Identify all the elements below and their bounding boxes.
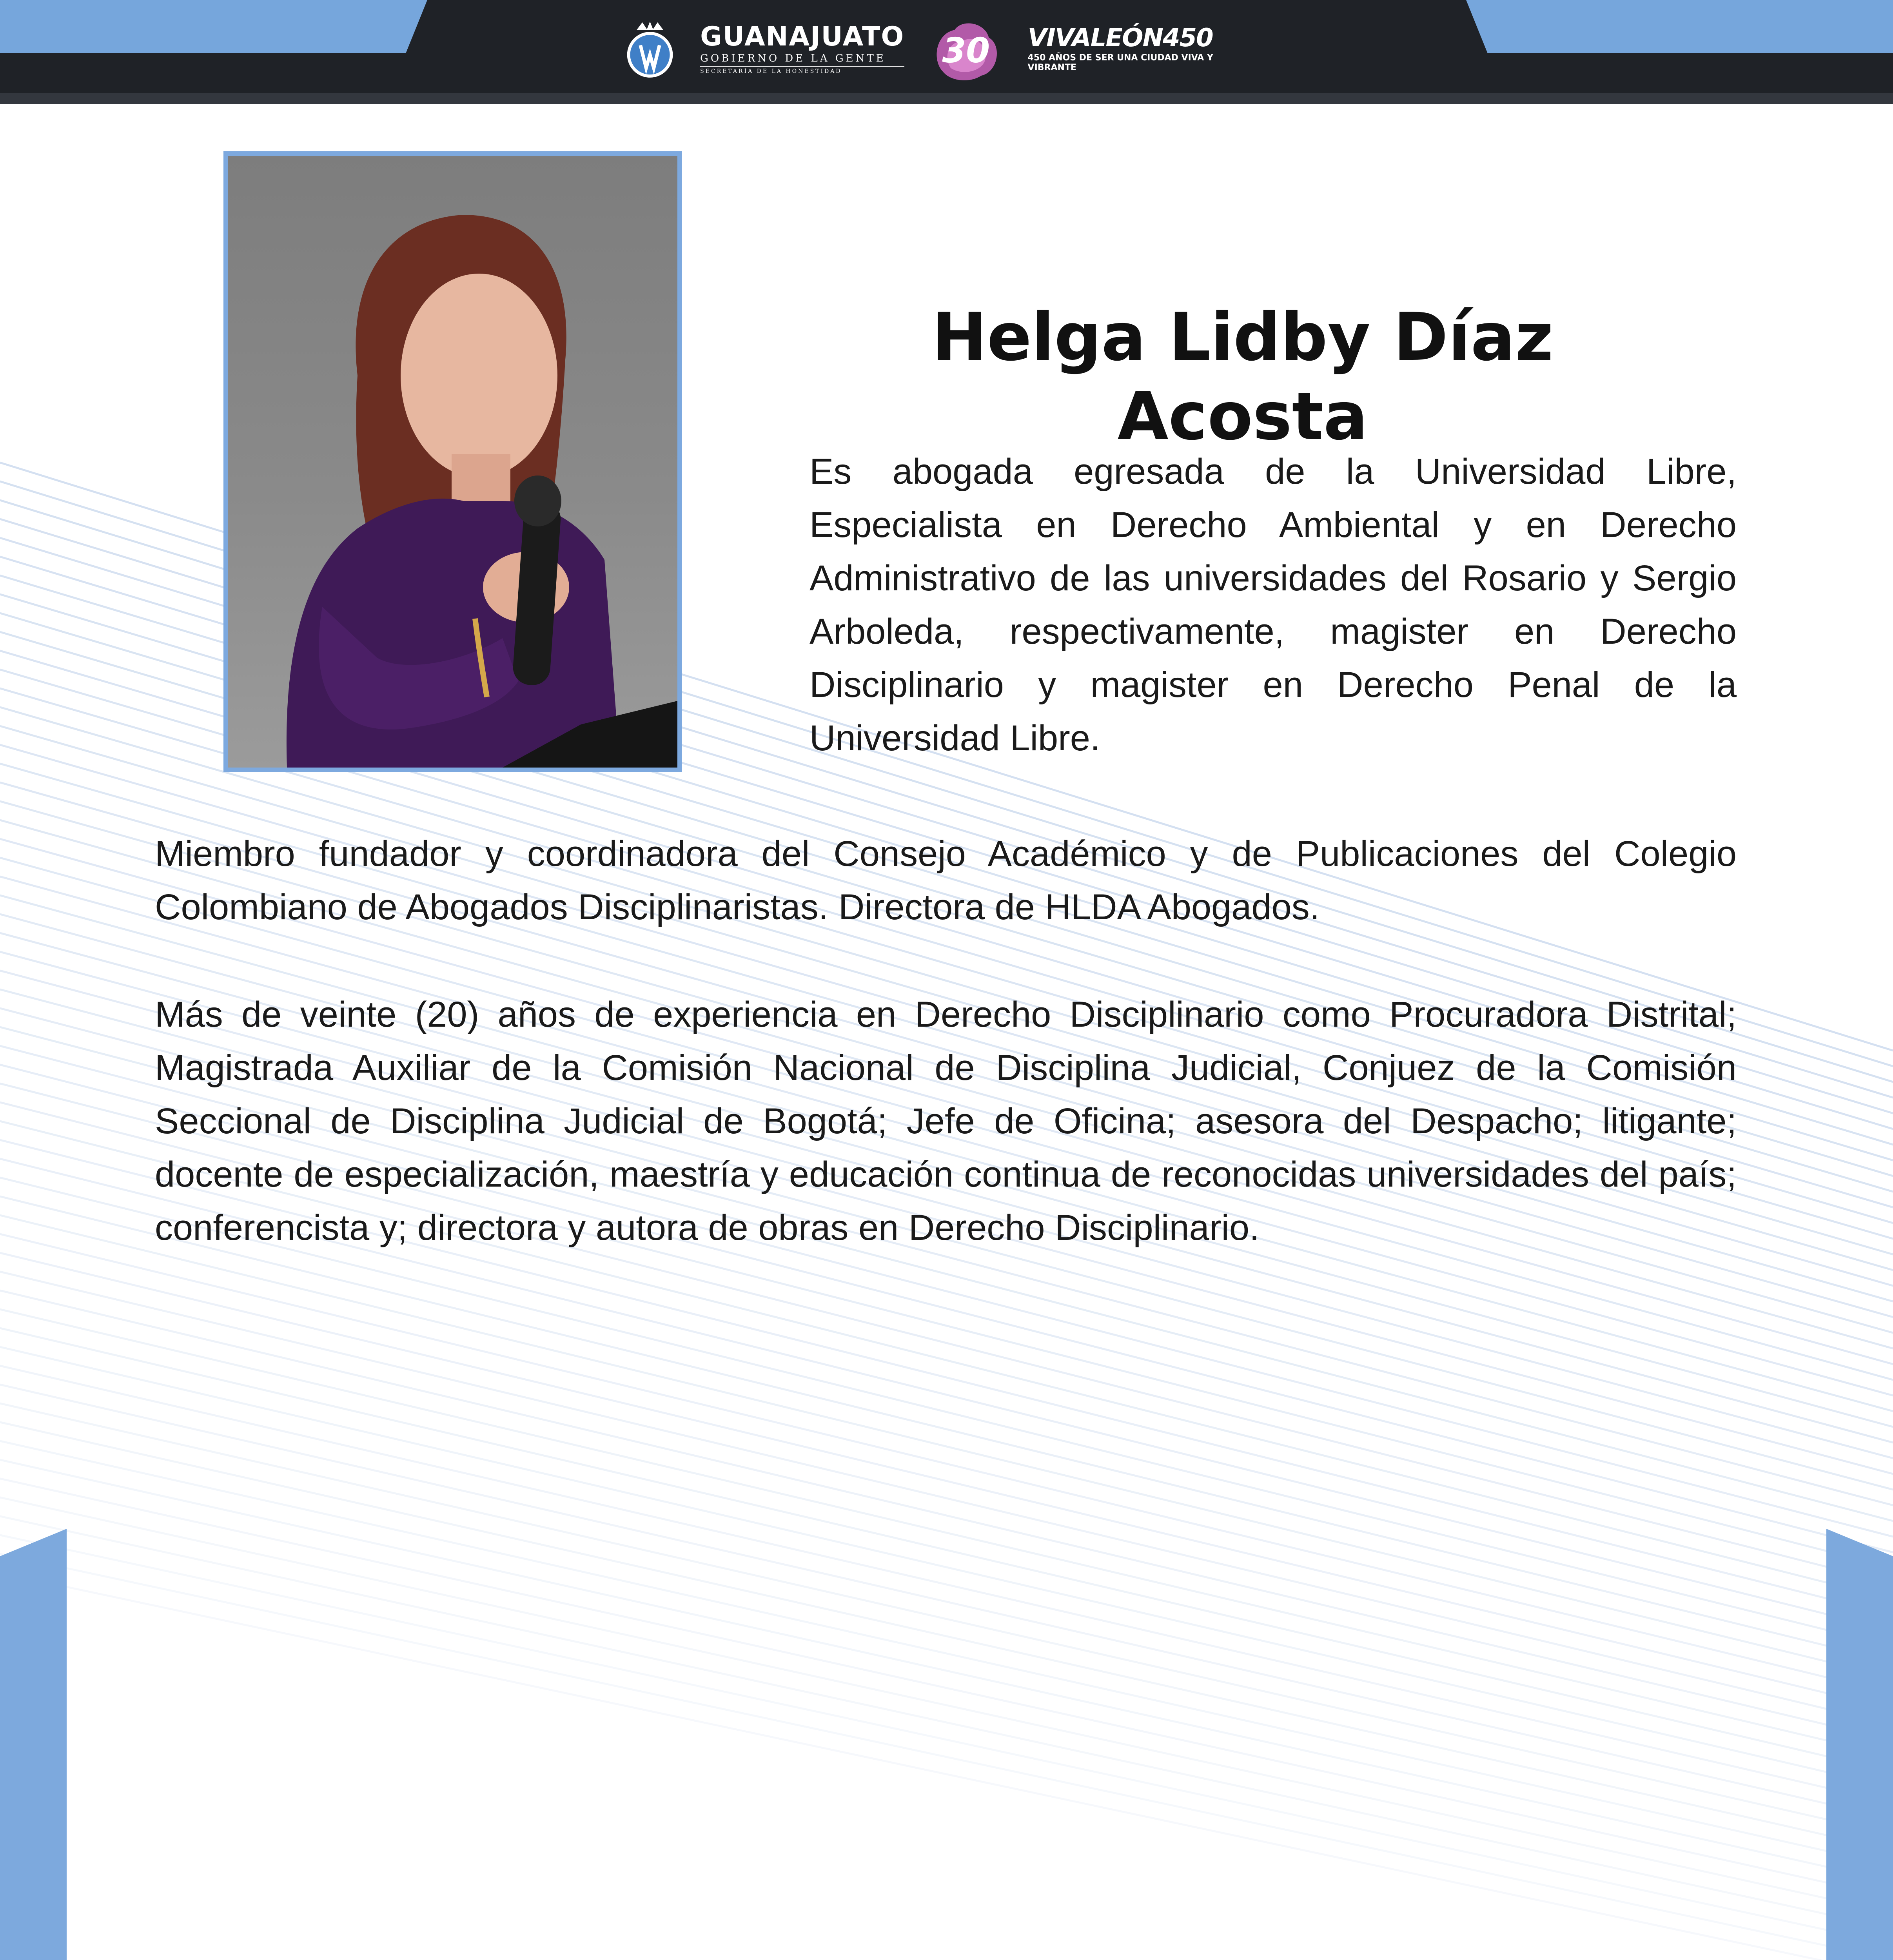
anniversary-badge: 30 xyxy=(942,31,990,71)
header-tab-left xyxy=(0,0,427,53)
vivaleon-subtitle: 450 AÑOS DE SER UNA CIUDAD VIVA Y VIBRANTE xyxy=(1027,53,1213,73)
guanajuato-logo xyxy=(700,21,905,74)
speaker-name: Helga Lidby Díaz Acosta xyxy=(932,299,1554,455)
speaker-photo xyxy=(223,151,682,772)
header-underline xyxy=(0,93,1893,104)
vivaleon-logo xyxy=(1028,25,1258,73)
anniversary-30-logo xyxy=(928,14,1004,84)
guanajuato-title: GUANAJUATO xyxy=(700,21,905,52)
side-decoration-right xyxy=(1728,1509,1893,1960)
vivaleon-title: VIVALEÓN450 xyxy=(1027,24,1213,53)
bio-paragraph-experience: Más de veinte (20) años de experiencia en Derecho Disciplinario como Procuradora Distrital; Magistrada Auxiliar de la Comisión Nacional de Disciplina Judicial, Conjuez de la Comisión Seccional de Disciplina Judicial de Bogotá; Jefe de Oficina; asesora del Despacho; litigante; docente de especialización, maestría y educación continua de reconocidas universidades del país; conferencista y; directora y autora de obras en Derecho Disciplinario. xyxy=(155,995,1737,1248)
speaker-silhouette xyxy=(228,156,677,768)
header-tab-right xyxy=(1466,0,1893,53)
side-decoration-left xyxy=(0,1509,165,1960)
guanajuato-subtitle: GOBIERNO DE LA GENTE xyxy=(700,53,886,64)
guanajuato-secretaria: SECRETARÍA DE LA HONESTIDAD xyxy=(700,66,904,74)
bio-paragraph-education: Es abogada egresada de la Universidad Libre, Especialista en Derecho Ambiental y en Derecho Administrativo de las universidades del Rosario y Sergio Arboleda, respectivamente, magister en Derecho Disciplinario y magister en Derecho Penal de la Universidad Libre. xyxy=(809,452,1737,758)
bio-paragraph-membership: Miembro fundador y coordinadora del Consejo Académico y de Publicaciones del Colegio Colombiano de Abogados Disciplinaristas. Directora de HLDA Abogados. xyxy=(155,834,1737,927)
header-logos xyxy=(623,8,1258,90)
guanajuato-seal-icon xyxy=(623,18,677,80)
